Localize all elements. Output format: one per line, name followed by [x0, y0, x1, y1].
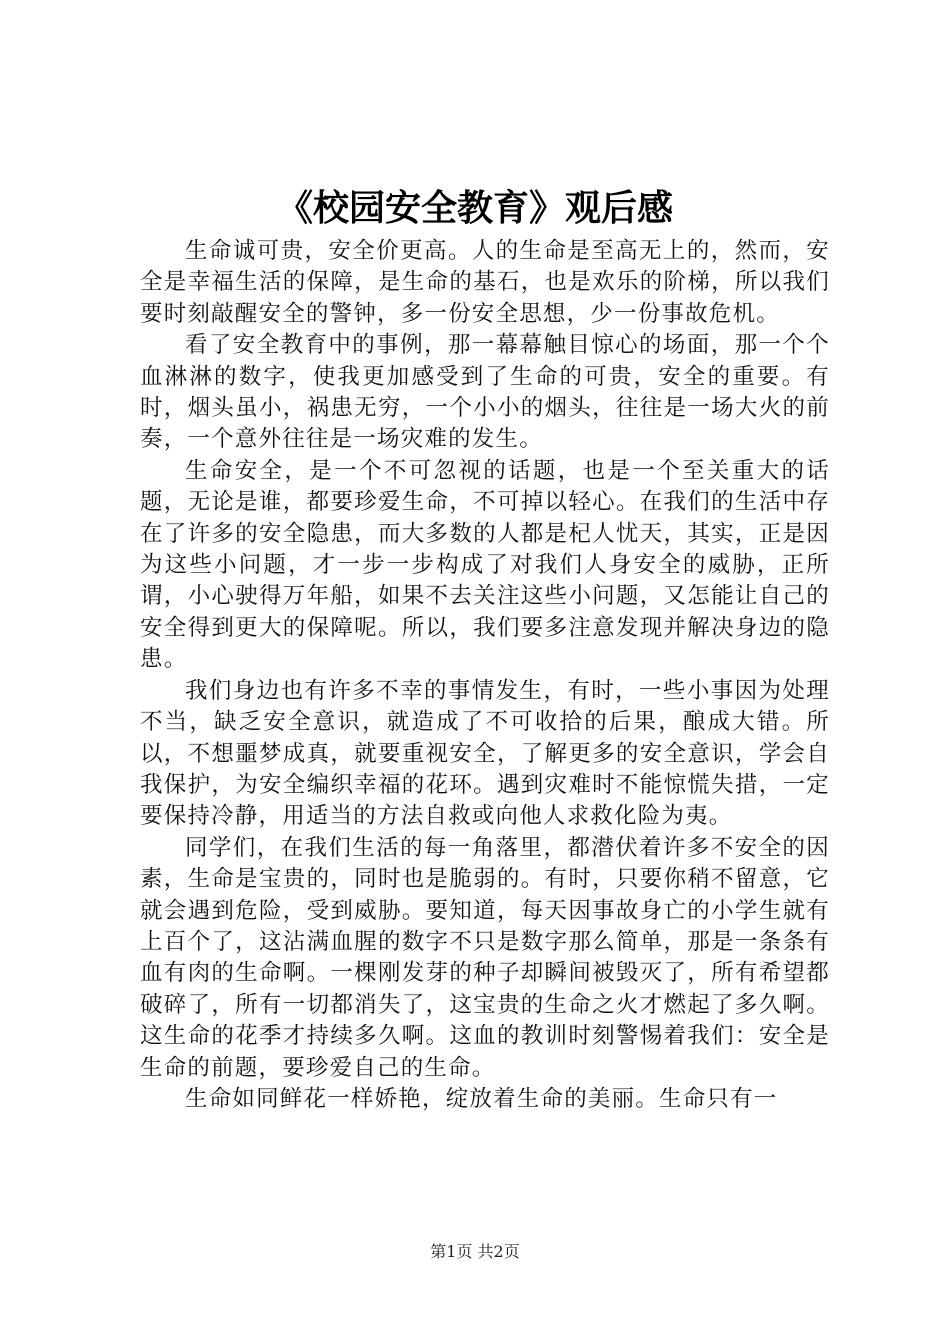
paragraph-6: 生命如同鲜花一样娇艳，绽放着生命的美丽。生命只有一 [185, 1085, 778, 1112]
paragraph-5: 同学们，在我们生活的每一角落里，都潜伏着许多不安全的因素，生命是宝贵的，同时也是脆弱的。有时，只要你稍不留意，它就会遇到危险，受到威胁。要知道，每天因事故身亡的小学生就有上百个了，这沾满血腥的数字不只是数字那么简单，那是一条条有血有肉的生命啊。一棵刚发芽的种子却瞬间被毁灭了，所有希望都破碎了，所有一切都消失了，这宝贵的生命之火才燃起了多久啊。这生命的花季才持续多久啊。这血的教训时刻警惕着我们：安全是生命的前题，要珍爱自己的生命。 [140, 834, 830, 1081]
paragraph-3: 生命安全，是一个不可忽视的话题，也是一个至关重大的话题，无论是谁，都要珍爱生命，不可掉以轻心。在我们的生活中存在了许多的安全隐患，而大多数的人都是杞人忧天，其实，正是因为这些小问题，才一步一步构成了对我们人身安全的威胁，正所谓，小心驶得万年船，如果不去关注这些小问题，又怎能让自己的安全得到更大的保障呢。所以，我们要多注意发现并解决身边的隐患。 [140, 457, 830, 673]
paragraph-4: 我们身边也有许多不幸的事情发生，有时，一些小事因为处理不当，缺乏安全意识，就造成了不可收拾的后果，酿成大错。所以，不想噩梦成真，就要重视安全，了解更多的安全意识，学会自我保护，为安全编织幸福的花环。遇到灾难时不能惊慌失措，一定要保持冷静，用适当的方法自救或向他人求救化险为夷。 [140, 677, 830, 830]
page-footer: 第1页 共2页 [430, 1242, 520, 1261]
document-title: 《校园安全教育》观后感 [276, 187, 673, 229]
document-body [140, 236, 830, 1115]
paragraph-1: 生命诚可贵，安全价更高。人的生命是至高无上的，然而，安全是幸福生活的保障，是生命的基石，也是欢乐的阶梯，所以我们要时刻敲醒安全的警钟，多一份安全思想，少一份事故危机。 [140, 238, 830, 327]
paragraph-2: 看了安全教育中的事例，那一幕幕触目惊心的场面，那一个个血淋淋的数字，使我更加感受到了生命的可贵，安全的重要。有时，烟头虽小，祸患无穷，一个小小的烟头，往往是一场大火的前奏，一个意外往往是一场灾难的发生。 [140, 332, 830, 453]
